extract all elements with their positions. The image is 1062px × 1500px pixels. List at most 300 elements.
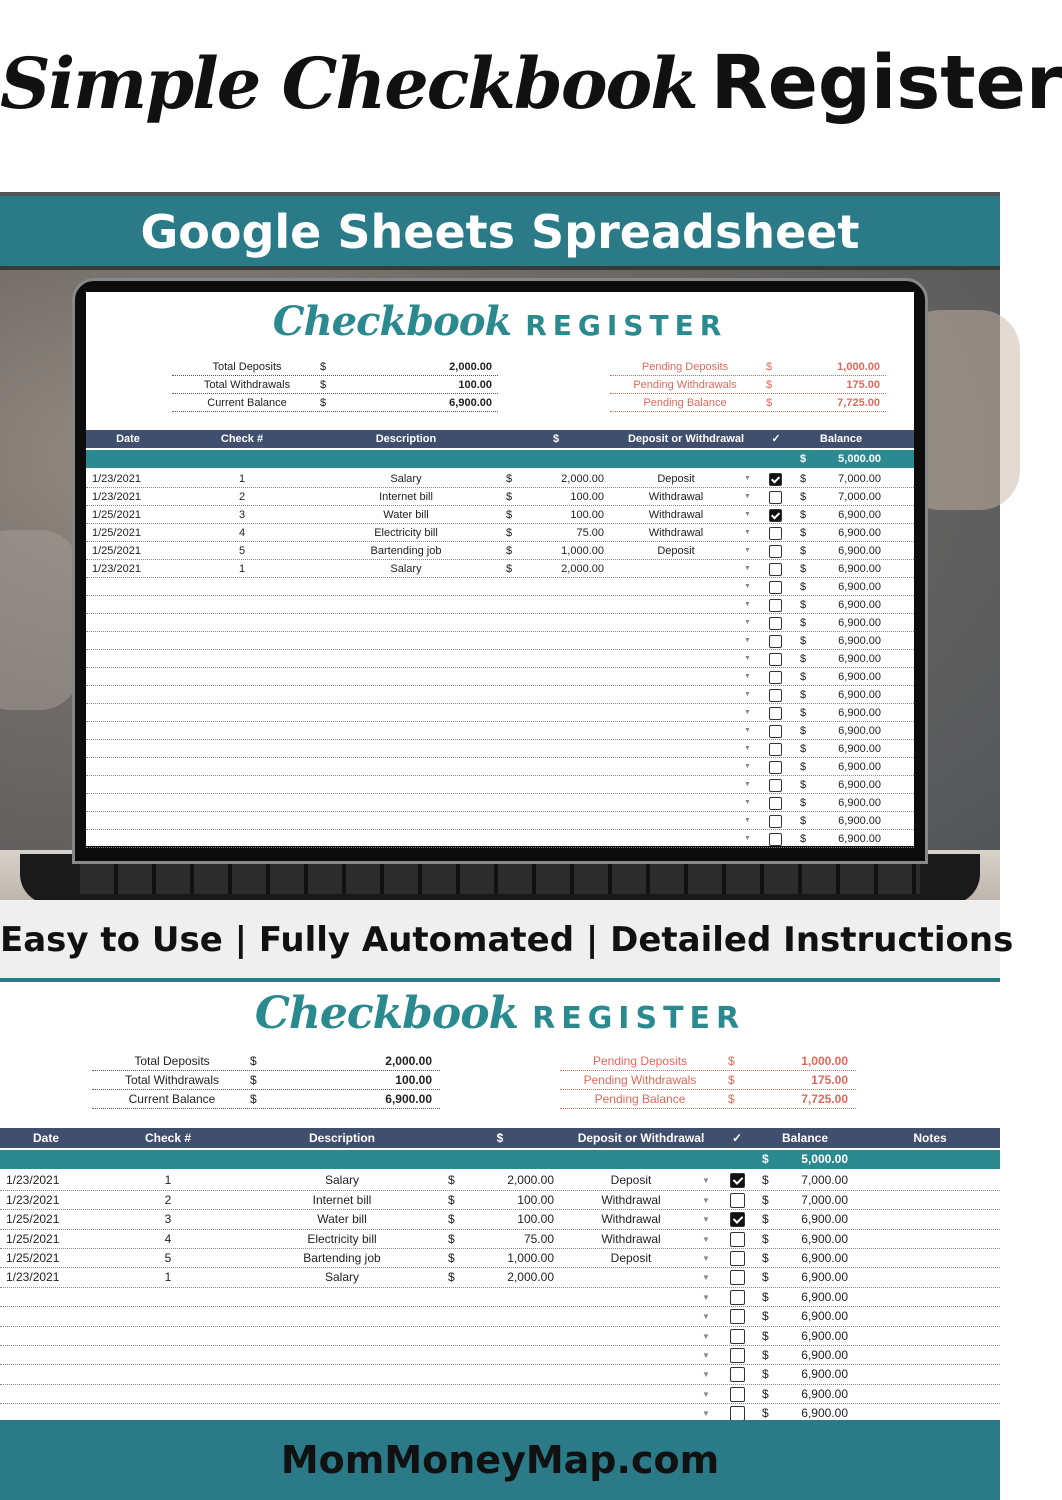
summary-row [172,358,498,376]
header-amount[interactable]: $ [552,433,560,445]
cell-date[interactable]: 1/25/2021 [92,527,141,539]
cell-description[interactable]: Bartending job [303,1250,381,1265]
laptop-photo [0,270,1000,900]
cell-description[interactable]: Internet bill [312,1192,372,1207]
cell-balance: 6,900.00 [801,1367,848,1382]
summary-row [560,1090,856,1109]
summary-row [172,394,498,412]
header-description[interactable]: Description [308,1131,375,1145]
cleared-checkbox[interactable] [769,545,782,558]
cell-description[interactable]: Salary [390,473,422,485]
cell-balance: 7,000.00 [801,1173,848,1188]
cell-balance-currency: $ [800,833,807,845]
cell-amount-currency: $ [506,491,513,503]
dropdown-icon[interactable]: ▼ [744,799,751,806]
cell-amount-currency: $ [448,1270,455,1285]
table-row [86,794,914,812]
cell-amount-currency: $ [506,545,513,557]
table-row [86,542,914,560]
table-row [86,524,914,542]
table-row [86,506,914,524]
cell-balance: 7,000.00 [801,1192,848,1207]
summary-left [172,358,498,412]
keyboard-keys [80,864,920,894]
table-row [86,686,914,704]
cell-amount[interactable]: 100.00 [517,1192,554,1207]
background-blur [0,530,80,710]
table-row [0,1385,1000,1404]
cell-amount[interactable]: 1,000.00 [507,1250,554,1265]
summary-value: 7,725.00 [801,1092,848,1106]
cell-type[interactable]: Withdrawal [648,509,704,521]
summary-currency: $ [320,379,327,391]
cell-type[interactable]: Withdrawal [601,1212,661,1227]
table-row [0,1268,1000,1287]
table-row [86,740,914,758]
cell-type[interactable]: Deposit [610,1173,652,1188]
dropdown-icon[interactable]: ▼ [702,1350,710,1360]
summary-row [92,1071,440,1090]
hero-header [0,0,1062,192]
summary-currency: $ [250,1092,257,1106]
dropdown-icon[interactable]: ▼ [702,1253,710,1263]
cleared-checkbox[interactable] [769,797,782,810]
header-balance[interactable]: Balance [819,433,863,445]
dropdown-icon[interactable]: ▼ [744,655,751,662]
cell-balance-currency: $ [762,1289,769,1304]
cleared-checkbox[interactable] [769,509,782,522]
dropdown-icon[interactable]: ▼ [744,601,751,608]
cleared-checkbox[interactable] [730,1367,745,1382]
dropdown-icon[interactable]: ▼ [744,475,751,482]
cell-amount[interactable]: 100.00 [517,1212,554,1227]
features-band [0,900,1014,982]
cell-amount[interactable]: 2,000.00 [507,1270,554,1285]
cell-balance-currency: $ [762,1250,769,1265]
hero-script-text: Simple Checkbook [0,42,697,125]
cell-balance: 6,900.00 [838,527,881,539]
starting-balance-currency: $ [800,453,807,465]
cell-balance: 6,900.00 [838,743,881,755]
dropdown-icon[interactable]: ▼ [702,1215,710,1225]
summary-right [610,358,886,412]
cell-balance-currency: $ [800,473,807,485]
cleared-checkbox[interactable] [730,1329,745,1344]
summary-value: 6,900.00 [449,397,492,409]
header-notes[interactable]: Notes [913,1131,947,1145]
cleared-checkbox[interactable] [730,1193,745,1208]
summary-label: Pending Balance [594,1092,686,1106]
cell-balance-currency: $ [800,617,807,629]
table-row [0,1230,1000,1249]
header-check[interactable]: Check # [144,1131,192,1145]
cell-amount[interactable]: 100.00 [570,509,604,521]
cell-balance-currency: $ [762,1231,769,1246]
summary-value: 1,000.00 [801,1054,848,1068]
table-row [0,1210,1000,1229]
cell-type[interactable]: Withdrawal [648,491,704,503]
cell-amount[interactable]: 2,000.00 [561,563,604,575]
cell-balance: 6,900.00 [838,599,881,611]
cell-balance: 6,900.00 [801,1347,848,1362]
dropdown-icon[interactable]: ▼ [744,673,751,680]
starting-balance-row [0,1150,1000,1169]
sheet-title-script: Checkbook [254,988,519,1039]
table-row [86,596,914,614]
cell-amount[interactable]: 75.00 [523,1231,554,1246]
header-cleared[interactable]: ✓ [731,1131,743,1145]
summary-currency: $ [250,1073,257,1087]
register-rows [86,470,914,848]
cell-balance-currency: $ [762,1192,769,1207]
hero-bold-text: Register [710,40,1062,126]
cell-description[interactable]: Salary [324,1270,359,1285]
cleared-checkbox[interactable] [769,689,782,702]
cell-amount-currency: $ [506,527,513,539]
cell-balance-currency: $ [800,689,807,701]
subtitle-band [0,192,1000,270]
sheet-title-caps: REGISTER [532,1001,746,1036]
laptop-screen-sheet [86,292,914,846]
cell-check[interactable]: 1 [238,473,246,485]
cell-check[interactable]: 1 [164,1270,172,1285]
dropdown-icon[interactable]: ▼ [702,1389,710,1399]
cell-balance: 6,900.00 [801,1309,848,1324]
cell-balance-currency: $ [800,797,807,809]
cell-balance: 6,900.00 [838,509,881,521]
cell-check[interactable]: 5 [238,545,246,557]
cell-balance: 6,900.00 [801,1270,848,1285]
table-row [0,1171,1000,1190]
dropdown-icon[interactable]: ▼ [702,1176,710,1186]
cleared-checkbox[interactable] [769,635,782,648]
summary-currency: $ [320,361,327,373]
dropdown-icon[interactable]: ▼ [744,637,751,644]
cell-check[interactable]: 2 [164,1192,172,1207]
cell-balance-currency: $ [762,1309,769,1324]
table-row [86,812,914,830]
cell-check[interactable]: 1 [238,563,246,575]
cleared-checkbox[interactable] [769,725,782,738]
dropdown-icon[interactable]: ▼ [702,1195,710,1205]
cell-balance-currency: $ [800,545,807,557]
summary-currency: $ [766,397,773,409]
cleared-checkbox[interactable] [730,1290,745,1305]
table-row [86,776,914,794]
cell-balance-currency: $ [800,599,807,611]
cell-type[interactable]: Withdrawal [648,527,704,539]
dropdown-icon[interactable]: ▼ [702,1292,710,1302]
cleared-checkbox[interactable] [769,581,782,594]
cell-balance: 6,900.00 [838,779,881,791]
dropdown-icon[interactable]: ▼ [744,547,751,554]
dropdown-icon[interactable]: ▼ [744,565,751,572]
header-check[interactable]: Check # [220,433,264,445]
summary-right [560,1052,856,1109]
table-row [86,614,914,632]
cell-balance: 6,900.00 [801,1406,848,1421]
cell-date[interactable]: 1/25/2021 [92,509,141,521]
cell-balance: 6,900.00 [838,725,881,737]
table-row [86,560,914,578]
cell-description[interactable]: Water bill [317,1212,367,1227]
cell-date[interactable]: 1/23/2021 [6,1270,60,1285]
cell-balance: 6,900.00 [838,635,881,647]
sheet-title [0,988,1000,1039]
table-row [86,650,914,668]
table-row [86,722,914,740]
cell-balance-currency: $ [800,491,807,503]
cell-balance: 6,900.00 [801,1328,848,1343]
cell-balance: 6,900.00 [801,1231,848,1246]
table-row [0,1191,1000,1210]
cell-balance: 6,900.00 [838,797,881,809]
cell-type[interactable]: Deposit [657,473,695,485]
summary-currency: $ [728,1073,735,1087]
cleared-checkbox[interactable] [769,599,782,612]
dropdown-icon[interactable]: ▼ [702,1409,710,1419]
cell-balance-currency: $ [800,761,807,773]
cell-description[interactable]: Salary [324,1173,359,1188]
cell-date[interactable]: 1/25/2021 [6,1250,60,1265]
table-row [86,488,914,506]
cell-type[interactable]: Deposit [610,1250,652,1265]
header-cleared[interactable]: ✓ [771,433,781,445]
cleared-checkbox[interactable] [769,653,782,666]
dropdown-icon[interactable]: ▼ [744,619,751,626]
summary-currency: $ [766,361,773,373]
cleared-checkbox[interactable] [769,491,782,504]
dropdown-icon[interactable]: ▼ [702,1234,710,1244]
summary-row [560,1052,856,1071]
cell-balance-currency: $ [800,671,807,683]
dropdown-icon[interactable]: ▼ [744,691,751,698]
sheet-title [86,298,914,345]
cell-balance: 6,900.00 [801,1386,848,1401]
dropdown-icon[interactable]: ▼ [702,1273,710,1283]
cell-balance-currency: $ [800,815,807,827]
header-type[interactable]: Deposit or Withdrawal [627,433,745,445]
cleared-checkbox[interactable] [769,563,782,576]
summary-row [92,1090,440,1109]
summary-label: Total Withdrawals [124,1073,220,1087]
header-type[interactable]: Deposit or Withdrawal [577,1131,705,1145]
cleared-checkbox[interactable] [730,1212,745,1227]
summary-label: Total Deposits [134,1054,210,1068]
dropdown-icon[interactable]: ▼ [744,781,751,788]
header-description[interactable]: Description [375,433,437,445]
cleared-checkbox[interactable] [769,527,782,540]
cell-balance: 6,900.00 [801,1289,848,1304]
header-balance[interactable]: Balance [781,1131,829,1145]
cell-check[interactable]: 4 [238,527,246,539]
cleared-checkbox[interactable] [730,1406,745,1421]
cell-balance-currency: $ [762,1270,769,1285]
cell-date[interactable]: 1/25/2021 [6,1231,60,1246]
cell-amount-currency: $ [448,1231,455,1246]
summary-row [610,376,886,394]
cell-type[interactable]: Deposit [657,545,695,557]
cell-amount[interactable]: 2,000.00 [507,1173,554,1188]
cleared-checkbox[interactable] [730,1387,745,1402]
cell-date[interactable]: 1/25/2021 [92,545,141,557]
header-date[interactable]: Date [116,433,140,445]
dropdown-icon[interactable]: ▼ [744,817,751,824]
summary-label: Pending Deposits [592,1054,688,1068]
cell-amount-currency: $ [448,1173,455,1188]
summary-label: Pending Withdrawals [583,1073,697,1087]
features-text: Easy to Use | Fully Automated | Detailed Instructions [0,920,1014,960]
subtitle-text: Google Sheets Spreadsheet [140,205,860,259]
starting-balance-value: 5,000.00 [801,1152,848,1166]
dropdown-icon[interactable]: ▼ [744,529,751,536]
summary-label: Total Deposits [212,361,282,373]
cell-amount[interactable]: 2,000.00 [561,473,604,485]
table-row [86,578,914,596]
cleared-checkbox[interactable] [769,617,782,630]
table-row [0,1249,1000,1268]
cleared-checkbox[interactable] [730,1270,745,1285]
cell-description[interactable]: Electricity bill [307,1231,377,1246]
cell-type[interactable]: Withdrawal [601,1192,661,1207]
table-row [0,1346,1000,1365]
footer-site-text: MomMoneyMap.com [280,1438,720,1482]
summary-label: Current Balance [128,1092,216,1106]
cell-amount[interactable]: 1,000.00 [561,545,604,557]
cell-amount[interactable]: 100.00 [570,491,604,503]
cell-balance: 6,900.00 [838,707,881,719]
cell-balance: 6,900.00 [838,563,881,575]
cleared-checkbox[interactable] [730,1251,745,1266]
cell-check[interactable]: 3 [238,509,246,521]
cell-check[interactable]: 5 [164,1250,172,1265]
header-amount[interactable]: $ [496,1131,504,1145]
summary-currency: $ [728,1092,735,1106]
dropdown-icon[interactable]: ▼ [702,1312,710,1322]
cleared-checkbox[interactable] [769,833,782,846]
cell-description[interactable]: Water bill [383,509,429,521]
dropdown-icon[interactable]: ▼ [744,511,751,518]
cell-date[interactable]: 1/23/2021 [92,563,141,575]
cell-date[interactable]: 1/23/2021 [6,1173,60,1188]
dropdown-icon[interactable]: ▼ [744,763,751,770]
cell-date[interactable]: 1/23/2021 [92,491,141,503]
cell-amount-currency: $ [506,509,513,521]
summary-currency: $ [250,1054,257,1068]
dropdown-icon[interactable]: ▼ [702,1331,710,1341]
cell-check[interactable]: 1 [164,1173,172,1188]
summary-value: 2,000.00 [385,1054,432,1068]
dropdown-icon[interactable]: ▼ [744,493,751,500]
cell-balance: 6,900.00 [838,617,881,629]
cleared-checkbox[interactable] [730,1232,745,1247]
cleared-checkbox[interactable] [730,1348,745,1363]
cell-balance-currency: $ [762,1347,769,1362]
table-row [0,1365,1000,1384]
summary-value: 175.00 [811,1073,848,1087]
cell-balance: 6,900.00 [838,833,881,845]
cleared-checkbox[interactable] [769,815,782,828]
cell-amount-currency: $ [448,1250,455,1265]
cell-check[interactable]: 3 [164,1212,172,1227]
lower-sheet-preview [0,986,1000,1420]
dropdown-icon[interactable]: ▼ [702,1370,710,1380]
summary-value: 175.00 [846,379,880,391]
cell-date[interactable]: 1/23/2021 [92,473,141,485]
cell-date[interactable]: 1/23/2021 [6,1192,60,1207]
summary-value: 1,000.00 [837,361,880,373]
dropdown-icon[interactable]: ▼ [744,835,751,842]
cell-balance-currency: $ [762,1328,769,1343]
cleared-checkbox[interactable] [769,473,782,486]
summary-value: 6,900.00 [385,1092,432,1106]
starting-balance-value: 5,000.00 [838,453,881,465]
cleared-checkbox[interactable] [769,671,782,684]
summary-label: Total Withdrawals [203,379,291,391]
summary-currency: $ [766,379,773,391]
hero-title [0,40,1062,126]
summary-currency: $ [320,397,327,409]
cleared-checkbox[interactable] [730,1309,745,1324]
summary-value: 7,725.00 [837,397,880,409]
starting-balance-row [86,450,914,468]
dropdown-icon[interactable]: ▼ [744,745,751,752]
cell-check[interactable]: 4 [164,1231,172,1246]
cell-description[interactable]: Electricity bill [374,527,438,539]
cell-balance: 6,900.00 [801,1212,848,1227]
cell-balance: 7,000.00 [838,473,881,485]
cleared-checkbox[interactable] [730,1173,745,1188]
summary-label: Current Balance [207,397,287,409]
cell-balance: 7,000.00 [838,491,881,503]
table-row [86,470,914,488]
cell-balance-currency: $ [800,527,807,539]
sheet-title-script: Checkbook [272,298,512,345]
cell-balance-currency: $ [762,1173,769,1188]
header-date[interactable]: Date [32,1131,59,1145]
cell-balance-currency: $ [800,653,807,665]
cell-check[interactable]: 2 [238,491,246,503]
dropdown-icon[interactable]: ▼ [744,709,751,716]
summary-row [92,1052,440,1071]
cell-balance: 6,900.00 [838,545,881,557]
cell-balance-currency: $ [762,1386,769,1401]
summary-label: Pending Deposits [641,361,729,373]
cleared-checkbox[interactable] [769,707,782,720]
starting-balance-currency: $ [762,1152,769,1166]
table-row [86,830,914,848]
column-header-row [0,1128,1000,1148]
cleared-checkbox[interactable] [769,761,782,774]
dropdown-icon[interactable]: ▼ [744,583,751,590]
cell-amount[interactable]: 75.00 [576,527,604,539]
sheet-title-caps: REGISTER [525,309,728,342]
register-rows [0,1171,1000,1423]
summary-value: 100.00 [458,379,492,391]
cleared-checkbox[interactable] [769,743,782,756]
cell-amount-currency: $ [506,563,513,575]
cell-balance-currency: $ [800,707,807,719]
cleared-checkbox[interactable] [769,779,782,792]
summary-row [610,394,886,412]
cell-description[interactable]: Salary [390,563,422,575]
cell-type[interactable]: Withdrawal [601,1231,661,1246]
cell-description[interactable]: Bartending job [370,545,442,557]
cell-amount-currency: $ [506,473,513,485]
dropdown-icon[interactable]: ▼ [744,727,751,734]
cell-description[interactable]: Internet bill [379,491,433,503]
cell-date[interactable]: 1/25/2021 [6,1212,60,1227]
